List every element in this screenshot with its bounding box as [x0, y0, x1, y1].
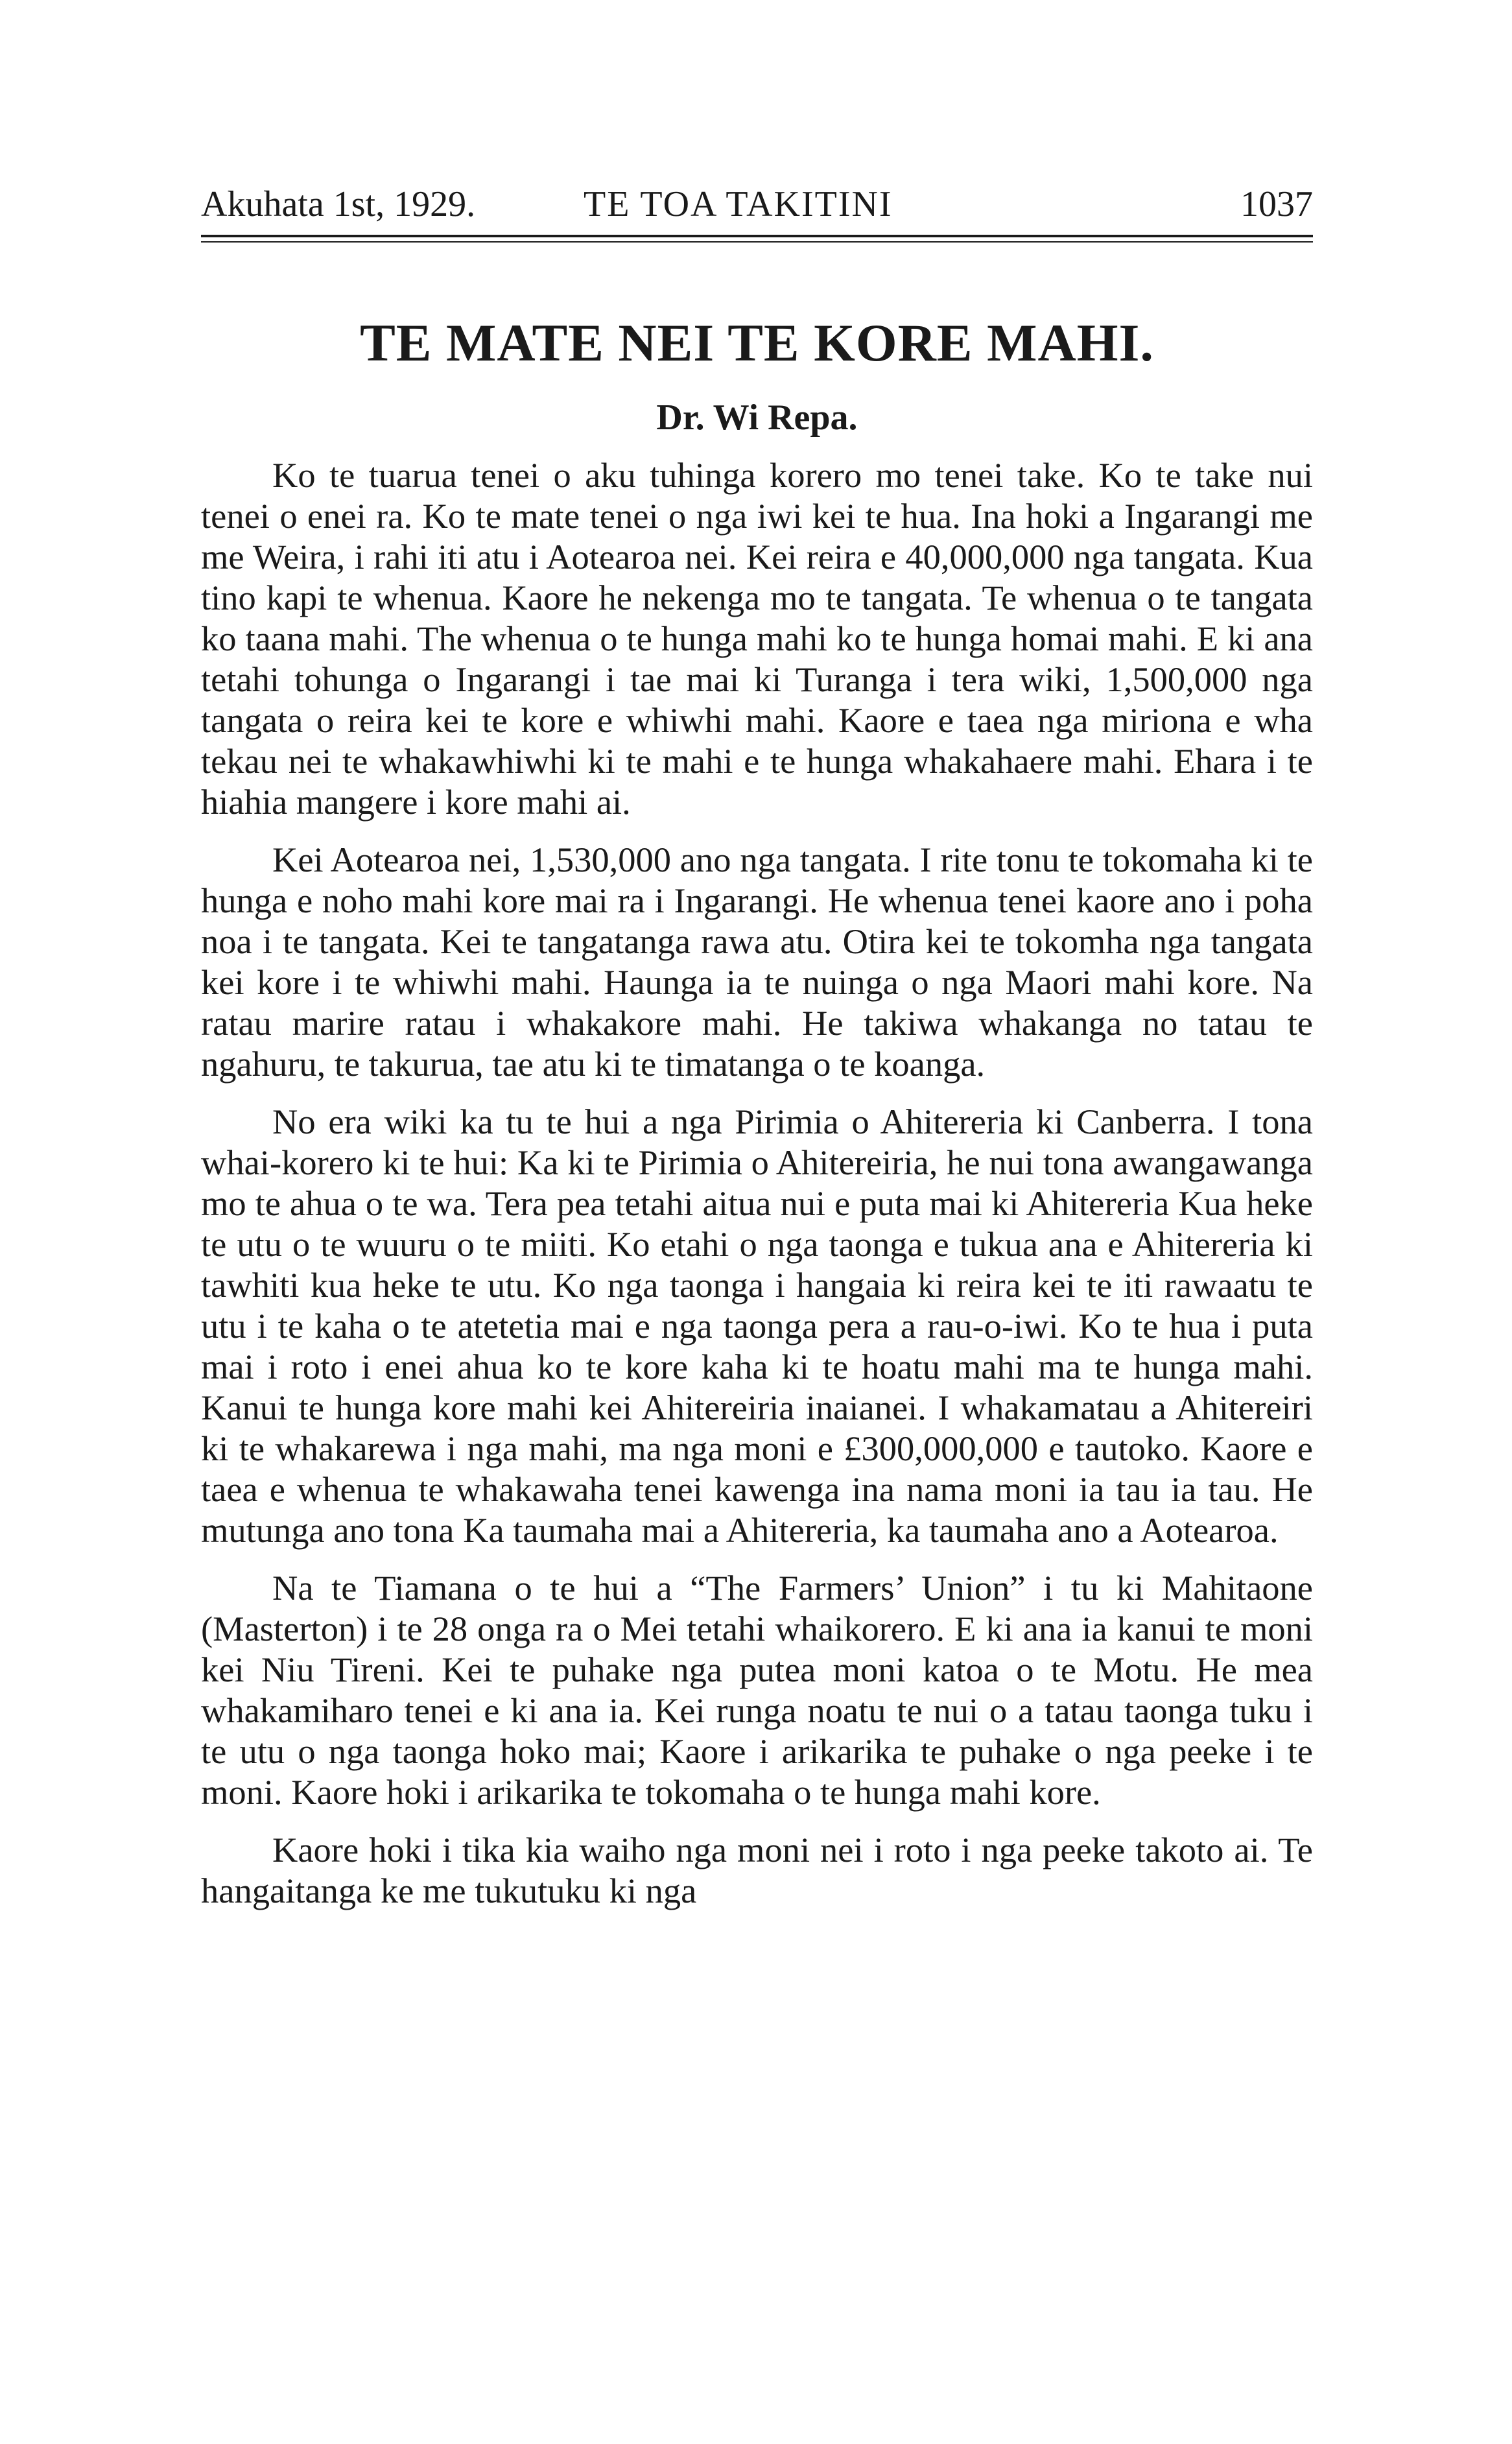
header-rule-thin [201, 241, 1313, 243]
article-title: TE MATE NEI TE KORE MAHI. [360, 313, 1154, 372]
journal-title: TE TOA TAKITINI [584, 184, 893, 224]
paragraph: No era wiki ka tu te hui a nga Pirimia o Ahitereria ki Canberra. I tona whai-korero ki te hui: Ka ki te Pirimia o Ahitereiria, he nui tona awangawanga mo te ahua o te wa. Tera pea tetahi aitua nui e puta mai ki Ahitereria Kua heke te utu o te wuuru o te miiti. Ko etahi o nga taonga e tukua ana e Ahitereria ki tawhiti kua heke te utu. Ko nga taonga i hangaia ki reira kei te iti rawaatu te utu i te kaha o te atetetia mai e nga taonga pera a rau-o-iwi. Ko te hua i puta mai i roto i enei ahua ko te kore kaha ki te hoatu mahi ma te hunga mahi. Kanui te hunga kore mahi kei Ahitereiria inaianei. I whakamatau a Ahitereiri ki te whakarewa i nga mahi, ma nga moni e £300,000,000 e tautoko. Kaore e taea e whenua te whakawaha tenei kawenga ina nama moni ia tau ia tau. He mutunga ano tona Ka taumaha mai a Ahitereria, ka taumaha ano a Aotearoa. [201, 1102, 1313, 1550]
article-author: Dr. Wi Repa. [656, 397, 858, 438]
page-number: 1037 [1240, 184, 1313, 224]
paragraph: Kaore hoki i tika kia waiho nga moni nei i roto i nga peeke takoto ai. Te hangaitanga ke me tukutuku ki nga [201, 1830, 1313, 1910]
page [201, 175, 1313, 2328]
header-rule [201, 235, 1313, 237]
paragraph: Na te Tiamana o te hui a “The Farmers’ Union” i tu ki Mahitaone (Masterton) i te 28 onga ra o Mei tetahi whaikorero. E ki ana ia kanui te moni kei Niu Tireni. Kei te puhake nga putea moni katoa o te Motu. He mea whakamiharo tenei e ki ana ia. Kei runga noatu te nui o a tatau taonga tuku i te utu o nga taonga hoko mai; Kaore i arikarika te puhake o nga peeke i te moni. Kaore hoki i arikarika te tokomaha o te hunga mahi kore. [201, 1568, 1313, 1812]
paragraph: Ko te tuarua tenei o aku tuhinga korero mo tenei take. Ko te take nui tenei o enei ra. Ko te mate tenei o nga iwi kei te hua. Ina hoki a Ingarangi me me Weira, i rahi iti atu i Aotearoa nei. Kei reira e 40,000,000 nga tangata. Kua tino kapi te whenua. Kaore he nekenga mo te tangata. Te whenua o te tangata ko taana mahi. The whenua o te hunga mahi ko te hunga homai mahi. E ki ana tetahi tohunga o Ingarangi i tae mai ki Turanga i tera wiki, 1,500,000 nga tangata o reira kei te kore e whiwhi mahi. Kaore e taea nga miriona e wha tekau nei te whakawhiwhi ki te mahi e te hunga whakahaere mahi. Ehara i te hiahia mangere i kore mahi ai. [201, 455, 1313, 822]
running-header [201, 175, 1313, 233]
article-body [201, 455, 1313, 1911]
paragraph: Kei Aotearoa nei, 1,530,000 ano nga tangata. I rite tonu te tokomaha ki te hunga e noho mahi kore mai ra i Ingarangi. He whenua tenei kaore ano i poha noa i te tangata. Kei te tangatanga rawa atu. Otira kei te tokomha nga tangata kei kore i te whiwhi mahi. Haunga ia te nuinga o nga Maori mahi kore. Na ratau marire ratau i whakakore mahi. He takiwa whakanga no tatau te ngahuru, te takurua, tae atu ki te timatanga o te koanga. [201, 840, 1313, 1084]
issue-date: Akuhata 1st, 1929. [201, 184, 476, 224]
